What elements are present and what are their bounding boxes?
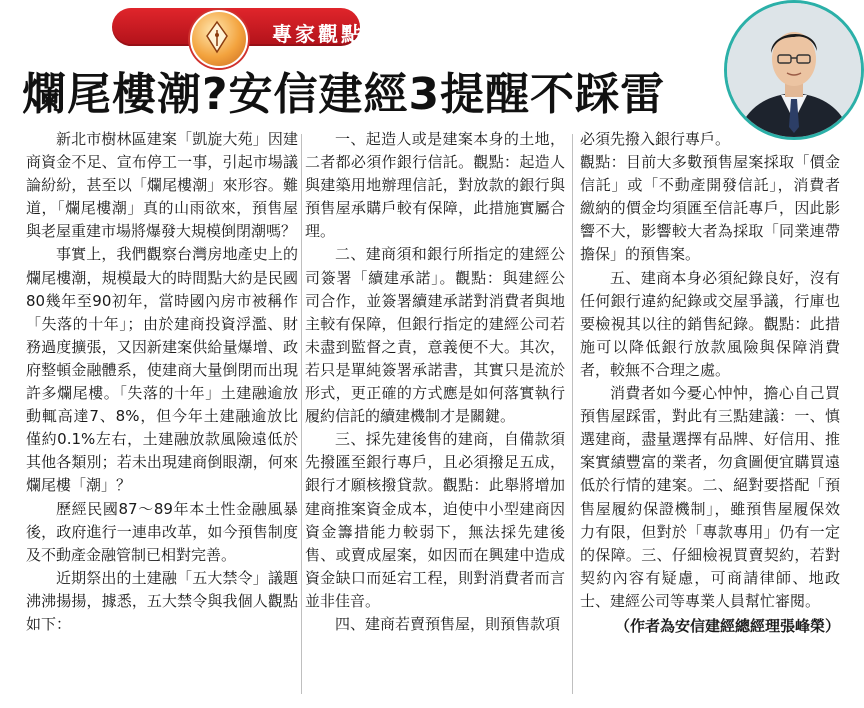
section-banner <box>112 8 364 46</box>
paragraph: 四、建商若賣預售屋，則預售款項 <box>335 614 561 633</box>
paragraph: 觀點：目前大多數預售屋案採取「價金信託」或「不動產開發信託」，消費者繳納的價金均須匯至信託專戶，因此影響不大，影響較大者為採取「同業連帶擔保」的預售案。 <box>580 153 840 264</box>
article-column-3 <box>580 128 840 638</box>
column-divider <box>572 134 573 694</box>
paragraph: 五、建商本身必須紀錄良好，沒有任何銀行違約紀錄或交屋爭議，行庫也要檢視其以往的銷售紀錄。觀點：此措施可以降低銀行放款風險與保障消費者，較無不合理之處。 <box>580 268 840 379</box>
article-column-2 <box>305 128 565 636</box>
paragraph: 三、採先建後售的建商，自備款須先撥匯至銀行專戶，且必須撥足五成，銀行才願核撥貸款。觀點：此舉將增加建商推案資金成本，迫使中小型建商因資金籌措能力較弱下，無法採先建後售、或賣成屋案，如因而在興建中造成資金缺口而延宕工程，則對消費者而言並非佳音。 <box>305 430 565 610</box>
article-column-1 <box>26 128 298 636</box>
author-portrait <box>724 0 864 140</box>
paragraph: 必須先撥入銀行專戶。 <box>580 130 731 148</box>
paragraph: 近期祭出的土建融「五大禁令」議題沸沸揚揚，據悉，五大禁令與我個人觀點如下： <box>26 568 298 633</box>
headline: 爛尾樓潮?安信建經3提醒不踩雷 <box>22 69 666 120</box>
paragraph: 消費者如今憂心忡忡，擔心自己買預售屋踩雷，對此有三點建議：一、慎選建商，盡量選擇有品牌、好信用、推案實績豐富的業者，勿貪圖便宜購買遠低於行情的建案。二、絕對要搭配「預售屋履約保證機制」，雖預售屋履保效力有限，但對於「專款專用」仍有一定的保障。三、仔細檢視買賣契約，若對契約內容有疑慮，可商請律師、地政士、建經公司等專業人員幫忙審閱。 <box>580 384 840 610</box>
paragraph: 新北市樹林區建案「凱旋大苑」因建商資金不足、宣布停工一事，引起市場議論紛紛，甚至以「爛尾樓潮」來形容。難道，「爛尾樓潮」真的山雨欲來，預售屋與老屋重建市場將爆發大規模倒閉潮嗎？ <box>26 130 298 241</box>
paragraph: 二、建商須和銀行所指定的建經公司簽署「續建承諾」。觀點：與建經公司合作，並簽署續建承諾對消費者與地主較有保障，但銀行指定的建經公司若未盡到監督之責，意義便不大。其次，若只是單純簽署承諾書，其實只是流於形式，更正確的方式應是如何落實執行履約信託的續建機制才是關鍵。 <box>305 245 565 426</box>
paragraph: 歷經民國87～89年本土性金融風暴後，政府進行一連串改革，如今預售制度及不動產金融管制已相對完善。 <box>26 499 298 564</box>
column-divider <box>301 134 302 694</box>
paragraph: 事實上，我們觀察台灣房地產史上的爛尾樓潮，規模最大的時間點大約是民國80幾年至90初年，當時國內房市被稱作「失落的十年」；由於建商投資浮濫、財務過度擴張，又因新建案供給量爆增、政府整頓金融體系，使建商大量倒閉而出現許多爛尾樓。「失落的十年」土建融逾放動輒高達7、8%，但今年土建融逾放比僅約0.1%左右，土建融放款風險遠低於其他各類別；若未出現建商倒眼潮，何來爛尾樓「潮」？ <box>26 245 298 495</box>
author-byline: （作者為安信建經總經理張峰榮） <box>614 616 840 635</box>
section-label: 專家觀點 <box>272 22 364 46</box>
paragraph: 一、起造人或是建案本身的土地，二者都必須作銀行信託。觀點：起造人與建築用地辦理信託，對放款的銀行與預售屋承購戶較有保障，此措施實屬合理。 <box>305 130 565 241</box>
